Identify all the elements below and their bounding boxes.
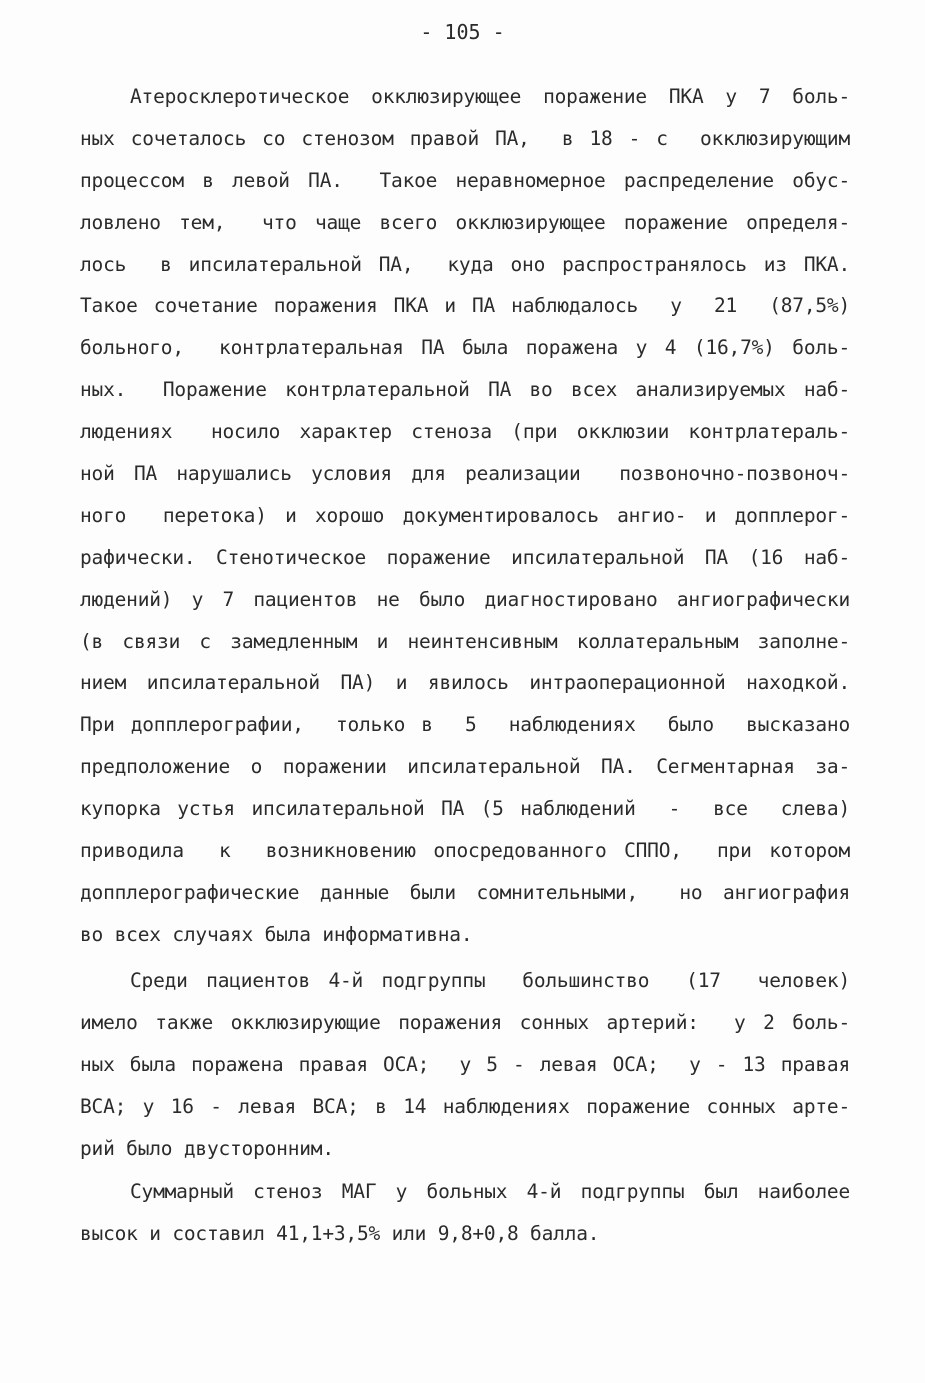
text-line: высок и составил 41,1+3,5% или 9,8+0,8 балла. bbox=[80, 1221, 600, 1245]
text-line: ных. Поражение контрлатеральной ПА во всех анализируемых наб- bbox=[80, 378, 850, 402]
text-line: процессом в левой ПА. Такое неравномерное распределение обус- bbox=[80, 168, 850, 192]
text-line: людений) у 7 пациентов не было диагностировано ангиографически bbox=[80, 587, 850, 611]
text-line: При допплерографии, только в 5 наблюдениях было высказано bbox=[80, 713, 850, 737]
paragraph-subgroup-4 bbox=[80, 960, 850, 1169]
text-line: купорка устья ипсилатеральной ПА (5 наблюдений - все слева) bbox=[80, 797, 850, 821]
text-line: больного, контрлатеральная ПА была поражена у 4 (16,7%) боль- bbox=[80, 336, 850, 360]
paragraph-summary-stenosis bbox=[80, 1171, 850, 1255]
text-line: рафически. Стенотическое поражение ипсилатеральной ПА (16 наб- bbox=[80, 545, 850, 569]
text-line: допплерографические данные были сомнительными, но ангиография bbox=[80, 880, 850, 904]
text-line: приводила к возникновению опосредованного СППО, при котором bbox=[80, 839, 850, 863]
text-line: Среди пациентов 4-й подгруппы большинство (17 человек) bbox=[130, 969, 850, 992]
text-line: людениях носило характер стеноза (при окклюзии контрлатераль- bbox=[80, 420, 850, 444]
text-line: во всех случаях была информативна. bbox=[80, 922, 473, 946]
text-line: Атеросклеротическое окклюзирующее поражение ПКА у 7 боль- bbox=[130, 85, 850, 108]
text-line: ной ПА нарушались условия для реализации позвоночно-позвоноч- bbox=[80, 462, 850, 486]
text-line: нием ипсилатеральной ПА) и явилось интраоперационной находкой. bbox=[80, 671, 850, 695]
text-line: (в связи с замедленным и неинтенсивным коллатеральным заполне- bbox=[80, 629, 850, 653]
text-line: ного перетока) и хорошо документировалось ангио- и допплерог- bbox=[80, 503, 850, 527]
text-line: Суммарный стеноз МАГ у больных 4-й подгруппы был наиболее bbox=[130, 1180, 850, 1203]
text-line: ловлено тем, что чаще всего окклюзирующее поражение определя- bbox=[80, 210, 850, 234]
text-line: лось в ипсилатеральной ПА, куда оно распространялось из ПКА. bbox=[80, 252, 850, 276]
text-line: рий было двусторонним. bbox=[80, 1136, 334, 1160]
text-line: предположение о поражении ипсилатеральной ПА. Сегментарная за- bbox=[80, 755, 850, 779]
text-line: Такое сочетание поражения ПКА и ПА наблюдалось у 21 (87,5%) bbox=[80, 294, 850, 318]
paragraph-aterosclerotic bbox=[80, 76, 850, 956]
text-line: ных сочеталось со стенозом правой ПА, в 18 - с окклюзирующим bbox=[80, 126, 850, 150]
text-line: ВСА; у 16 - левая ВСА; в 14 наблюдениях поражение сонных арте- bbox=[80, 1094, 850, 1118]
text-line: ных была поражена правая ОСА; у 5 - левая ОСА; у - 13 правая bbox=[80, 1052, 850, 1076]
text-line: имело также окклюзирующие поражения сонных артерий: у 2 боль- bbox=[80, 1010, 850, 1034]
page-number: - 105 - bbox=[420, 20, 505, 44]
